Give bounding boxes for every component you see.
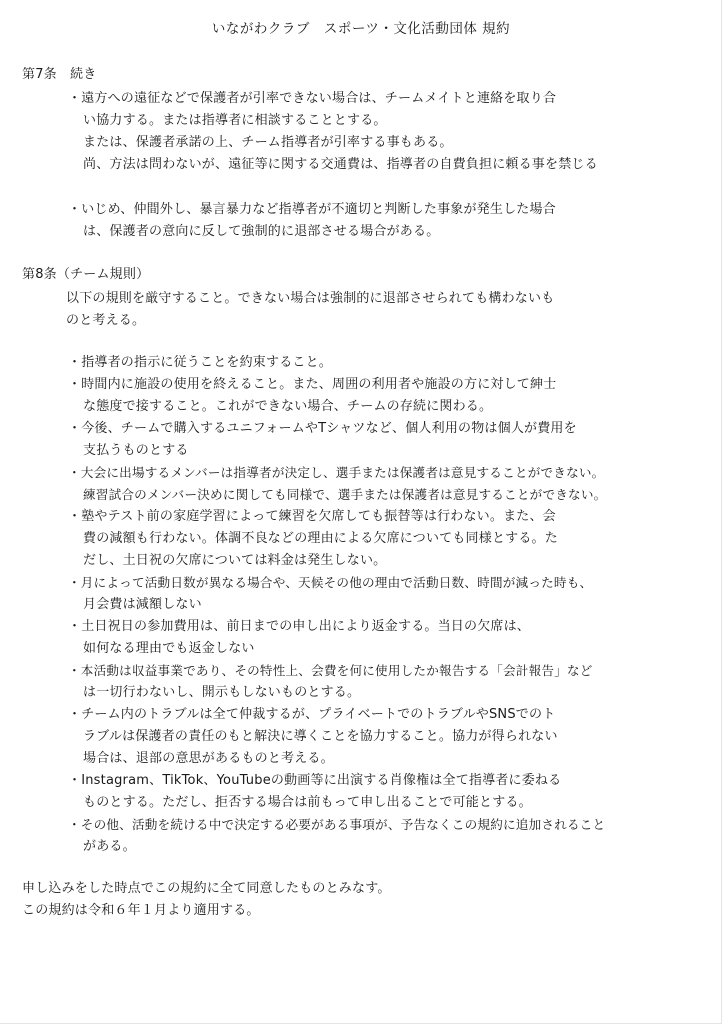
rule-4-line1: ・大会に出場するメンバーは指導者が決定し、選手または保護者は意見することができない。 [68, 465, 605, 480]
closing-line2: この規約は令和６年１月より適用する。 [22, 903, 260, 918]
article7-bullet1-line3: または、保護者承諾の上、チーム指導者が引率する事もある。 [83, 135, 453, 150]
rule-10-line1: ・Instagram、TikTok、YouTubeの動画等に出演する肖像権は全て指導者に委ねる [68, 773, 562, 788]
rule-10-line2: ものとする。ただし、拒否する場合は前もって申し出ることで可能とする。 [83, 795, 532, 810]
rule-3-line2: 支払うものとする [83, 443, 189, 458]
rule-2-line2: な態度で接すること。これができない場合、チームの存続に関わる。 [83, 399, 493, 414]
document-title: いながわクラブ スポーツ・文化活動団体 規約 [211, 21, 511, 37]
article7-bullet1-line4: 尚、方法は問わないが、遠征等に関する交通費は、指導者の自費負担に頼る事を禁じる [83, 157, 598, 172]
closing-line1: 申し込みをした時点でこの規約に全て同意したものとみなす。 [22, 881, 391, 896]
rule-5-line2: 費の減額も行わない。体調不良などの理由による欠席についても同様とする。た [83, 531, 558, 546]
rule-6-line1: ・月によって活動日数が異なる場合や、天候その他の理由で活動日数、時間が減った時も、 [68, 575, 593, 590]
article7-bullet2-line1: ・いじめ、仲間外し、暴言暴力など指導者が不適切と判断した事象が発生した場合 [68, 202, 556, 217]
rule-11-line1: ・その他、活動を続ける中で決定する必要がある事項が、予告なくこの規約に追加されること [68, 817, 606, 832]
article7-bullet2-line2: は、保護者の意向に反して強制的に退部させる場合がある。 [83, 224, 440, 239]
article7-bullet1-line1: ・遠方への遠征などで保護者が引率できない場合は、チームメイトと連絡を取り合 [68, 91, 557, 106]
rule-5-line3: だし、土日祝の欠席については料金は発生しない。 [83, 553, 387, 568]
rule-2-line1: ・時間内に施設の使用を終えること。また、周囲の利用者や施設の方に対して紳士 [68, 377, 557, 392]
rule-1-line1: ・指導者の指示に従うことを約束すること。 [68, 355, 333, 370]
rule-8-line1: ・本活動は収益事業であり、その特性上、会費を何に使用したか報告する「会計報告」など [68, 663, 593, 678]
rule-8-line2: は一切行わないし、開示もしないものとする。 [83, 685, 361, 700]
rule-4-line2: 練習試合のメンバー決めに関しても同様で、選手または保護者は意見することができない。 [83, 487, 607, 502]
rule-5-line1: ・塾やテスト前の家庭学習によって練習を欠席しても振替等は行わない。また、会 [68, 509, 556, 524]
rule-9-line1: ・チーム内のトラブルは全て仲裁するが、プライベートでのトラブルやSNSでのト [68, 707, 556, 722]
rule-7-line1: ・土日祝日の参加費用は、前日までの申し出により返金する。当日の欠席は、 [68, 619, 531, 634]
rule-6-line2: 月会費は減額しない [83, 597, 202, 612]
article7-heading: 第7条 続き [22, 67, 97, 82]
rule-9-line3: 場合は、退部の意思があるものと考える。 [83, 751, 334, 766]
rule-9-line2: ラブルは保護者の責任のもと解決に導くことを協力すること。協力が得られない [83, 729, 558, 744]
article7-bullet1-line2: い協力する。または指導者に相談することとする。 [83, 113, 387, 128]
article8-intro-line2: のと考える。 [66, 313, 146, 328]
rule-7-line2: 如何なる理由でも返金しない [83, 641, 255, 656]
article8-intro-line1: 以下の規則を厳守すること。できない場合は強制的に退部させられても構わないも [66, 291, 555, 306]
rule-11-line2: がある。 [83, 839, 136, 854]
article8-heading: 第8条（チーム規則） [22, 267, 150, 282]
rule-3-line1: ・今後、チームで購入するユニフォームやTシャツなど、個人利用の物は個人が費用を [68, 421, 577, 436]
